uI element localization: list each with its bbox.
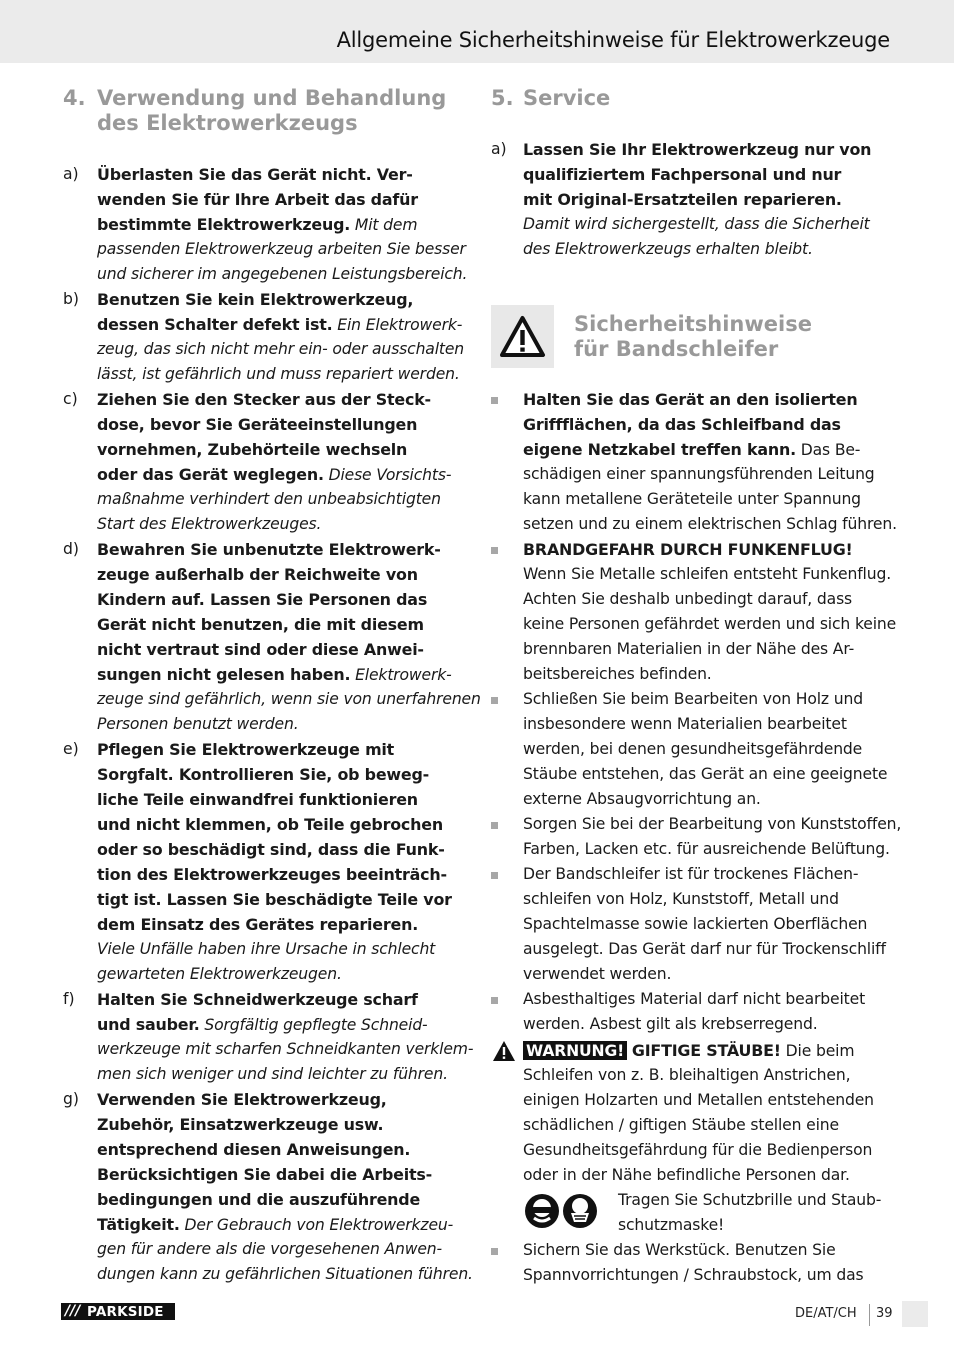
text-segment: externe Absaugvorrichtung an. [523,790,761,808]
text-segment: Pflegen Sie Elektrowerkzeuge mit [97,740,395,759]
text-segment: gen für andere als die vorgesehenen Anwen- [97,1240,443,1258]
text-segment: passenden Elektrowerkzeug arbeiten Sie besser [97,240,466,258]
list-item-label: a) [491,140,507,158]
text-segment: Viele Unfälle haben ihre Ursache in schlecht [97,940,436,958]
logo-text: PARKSIDE [87,1304,164,1320]
text-segment: Gerät nicht benutzen, die mit diesem [97,615,424,634]
text-line [523,912,867,937]
text-segment: maßnahme verhindert den unbeabsichtigten [97,490,441,508]
text-line [523,637,854,662]
text-line [97,487,441,512]
text-line [523,237,813,262]
text-line [97,1262,473,1287]
text-line [97,612,424,638]
text-segment: bedingungen und die auszuführende [97,1190,421,1209]
text-line [97,512,321,537]
text-segment: vornehmen, Zubehörteile wechseln [97,440,408,459]
text-line [97,187,418,213]
text-segment: keine Personen gefährdet werden und sich keine [523,615,897,633]
text-segment: beitsbereiches befinden. [523,665,712,683]
text-segment: Schließen Sie beim Bearbeiten von Holz und [523,690,863,708]
text-segment: Achten Sie deshalb unbedingt darauf, dass [523,590,853,608]
footer-divider [869,1304,870,1326]
text-segment: Halten Sie das Gerät an den isolierten [523,390,858,409]
text-segment: kann metallene Geräteteile unter Spannung [523,490,861,508]
warning-text-line [523,1163,850,1188]
text-segment: Bewahren Sie unbenutzte Elektrowerk- [97,540,441,559]
text-line [97,1112,383,1138]
text-segment: tion des Elektrowerkzeuges beeinträch- [97,865,447,884]
warning-text-line [523,1063,850,1088]
text-segment: dem Einsatz des Gerätes reparieren. [97,915,419,934]
footer-box [902,1301,928,1327]
text-segment: zeuge sind gefährlich, wenn sie von unerfahrenen [97,690,481,708]
text-segment: Gesundheitsgefährdung für die Bedienperson [523,1141,873,1159]
text-segment: Das Be- [795,441,861,459]
text-line [523,987,865,1012]
text-line [97,562,418,588]
text-line [523,212,870,237]
text-line [523,762,887,787]
safety-goggles-icon [524,1193,560,1229]
text-line [97,737,394,763]
text-line [523,1012,818,1037]
text-segment: und sicherer im angegebenen Leistungsbereich. [97,265,468,283]
text-line [523,687,863,712]
text-segment: BRANDGEFAHR DURCH FUNKENFLUG! [523,540,853,559]
text-line [523,887,839,912]
text-line [523,412,841,438]
text-segment: Damit wird sichergestellt, dass die Sicherheit [523,215,870,233]
text-segment: Verwenden Sie Elektrowerkzeug, [97,1090,387,1109]
section-5-heading [491,86,791,112]
text-line [523,387,857,413]
warning-text-line [523,1113,839,1138]
last-bullet-line-1: Sichern Sie das Werkstück. Benutzen Sie [523,1241,836,1259]
text-segment: insbesondere wenn Materialien bearbeitet [523,715,847,733]
text-segment: tigt ist. Lassen Sie beschädigte Teile vor [97,890,452,909]
text-line [97,362,460,387]
text-segment: zeug, das sich nicht mehr ein- oder ausschalten [97,340,465,358]
list-item-label: a) [63,165,79,183]
text-segment: des Elektrowerkzeugs erhalten bleibt. [523,240,813,258]
bullet-marker [491,547,498,554]
text-line [523,137,871,163]
text-segment: Halten Sie Schneidwerkzeuge scharf [97,990,418,1009]
text-segment: Diese Vorsichts- [323,466,452,484]
text-segment: brennbaren Materialien in der Nähe des Ar- [523,640,855,658]
warning-label-badge: WARNUNG! [523,1041,627,1060]
text-line [97,1212,453,1238]
page-number: 39 [876,1306,893,1321]
text-line [97,162,413,188]
text-line [523,937,886,962]
page-header [0,0,954,63]
text-line [97,287,413,313]
bullet-marker [491,1248,498,1255]
text-line [97,812,443,838]
text-segment: oder so beschädigt sind, dass die Funk- [97,840,445,859]
text-segment: werkzeuge mit scharfen Schneidkanten verklem- [97,1040,474,1058]
text-segment: einigen Holzarten und Metallen entstehenden [523,1091,874,1109]
text-line [97,587,427,613]
text-segment: dose, bevor Sie Geräteeinstellungen [97,415,418,434]
bandschleifer-title-line-1: Sicherheitshinweise [574,312,812,336]
logo-stripes: /// [65,1303,81,1319]
text-segment: entsprechend diesen Anweisungen. [97,1140,411,1159]
text-segment: Start des Elektrowerkzeuges. [97,515,322,533]
text-segment: oder in der Nähe befindliche Personen dar. [523,1166,850,1184]
section-4-heading [63,86,483,138]
text-line [97,687,481,712]
text-segment: Asbesthaltiges Material darf nicht bearbeitet [523,990,866,1008]
text-line [523,162,841,188]
last-bullet-line-2: Spannvorrichtungen / Schraubstock, um das [523,1266,864,1284]
text-line [523,612,896,637]
text-segment: Benutzen Sie kein Elektrowerkzeug, [97,290,414,309]
text-line [523,587,852,612]
ppe-text-line-2: schutzmaske! [618,1216,725,1234]
text-line [97,387,431,413]
text-line [97,1012,428,1038]
text-line [97,312,462,338]
bullet-marker [491,697,498,704]
text-segment: Lassen Sie Ihr Elektrowerkzeug nur von [523,140,872,159]
text-segment: Wenn Sie Metalle schleifen entsteht Funkenflug. [523,565,892,583]
text-segment: Die beim [780,1042,855,1060]
text-segment: Ziehen Sie den Stecker aus der Steck- [97,390,431,409]
text-line [97,712,299,737]
warning-box [491,305,554,368]
text-line [523,187,842,213]
text-line [523,487,861,512]
text-segment: Zubehör, Einsatzwerkzeuge usw. [97,1115,384,1134]
text-segment: schleifen von Holz, Kunststoff, Metall und [523,890,839,908]
text-line [97,537,441,563]
text-segment: Ein Elektrowerk- [332,316,463,334]
text-segment: und nicht klemmen, ob Teile gebrochen [97,815,443,834]
text-segment: Farben, Lacken etc. für ausreichende Belüftung. [523,840,890,858]
text-segment: werden. Asbest gilt als krebserregend. [523,1015,818,1033]
text-segment: gewarteten Elektrowerkzeugen. [97,965,342,983]
text-line [523,862,858,887]
text-line [523,837,890,862]
text-segment: Sorgfältig gepflegte Schneid- [199,1016,428,1034]
text-segment: Schleifen von z. B. bleihaltigen Anstrichen, [523,1066,851,1084]
text-segment: Griffflächen, da das Schleifband das [523,415,841,434]
section-4-title-line-1: Verwendung und Behandlung [97,86,447,110]
text-segment: GIFTIGE STÄUBE! [631,1041,781,1060]
text-segment: Personen benutzt werden. [97,715,299,733]
page-title: Allgemeine Sicherheitshinweise für Elektrowerkzeuge [336,28,890,52]
dust-mask-icon [562,1193,598,1229]
text-line [523,437,860,463]
text-segment: lässt, ist gefährlich und muss repariert werden. [97,365,460,383]
text-segment: Mit dem [350,216,418,234]
text-line [97,1087,387,1113]
text-segment: qualifiziertem Fachpersonal und nur [523,165,842,184]
text-segment: Spachtelmasse sowie lackierten Oberflächen [523,915,868,933]
text-line [97,1137,410,1163]
bullet-marker [491,997,498,1004]
text-line [523,737,862,762]
text-line [97,337,464,362]
text-line [97,912,418,938]
text-segment: men sich weniger und sind leichter zu führen. [97,1065,448,1083]
text-line [97,412,417,438]
bandschleifer-heading [574,312,874,364]
text-line [97,1187,420,1213]
bandschleifer-title-line-2: für Bandschleifer [574,337,779,361]
warning-text-line [523,1138,872,1163]
list-item-label: b) [63,290,79,308]
text-line [97,1237,442,1262]
text-segment: Der Gebrauch von Elektrowerkzeu- [179,1216,454,1234]
bullet-marker [491,397,498,404]
text-segment: liche Teile einwandfrei funktionieren [97,790,418,809]
text-segment: und sauber. [97,1015,200,1034]
bullet-marker [491,872,498,879]
text-segment: verwendet werden. [523,965,672,983]
text-segment: Sorgen Sie bei der Bearbeitung von Kunststoffen, [523,815,902,833]
text-segment: nicht vertraut sind oder diese Anwei- [97,640,424,659]
warning-text-line [523,1038,854,1064]
text-line [523,712,847,737]
text-line [97,462,451,488]
text-line [97,637,424,663]
bullet-marker [491,822,498,829]
text-line [97,1037,473,1062]
text-line [523,537,853,563]
footer-language: DE/AT/CH [795,1306,857,1321]
text-line [97,962,342,987]
section-4-number: 4. [63,86,86,110]
text-segment: Berücksichtigen Sie dabei die Arbeits- [97,1165,433,1184]
text-segment: Der Bandschleifer ist für trockenes Flächen- [523,865,859,883]
warning-text-line [523,1088,874,1113]
text-segment: schädlichen / giftigen Stäube stellen eine [523,1116,839,1134]
list-item-label: f) [63,990,75,1008]
text-line [97,662,452,688]
text-line [97,987,418,1013]
text-segment: Sorgfalt. Kontrollieren Sie, ob beweg- [97,765,430,784]
list-item-label: d) [63,540,79,558]
text-line [97,762,429,788]
text-line [97,262,467,287]
text-line [523,462,875,487]
text-segment: Tätigkeit. [97,1215,180,1234]
text-line [523,662,712,687]
text-segment: wenden Sie für Ihre Arbeit das dafür [97,190,418,209]
list-item-label: c) [63,390,78,408]
list-item-label: e) [63,740,79,758]
text-segment: ausgelegt. Das Gerät darf nur für Trockenschliff [523,940,886,958]
text-line [97,937,435,962]
text-segment: dungen kann zu gefährlichen Situationen führen. [97,1265,473,1283]
text-line [523,512,897,537]
warning-small-triangle-icon [492,1040,516,1062]
text-line [97,862,447,888]
text-line [97,787,418,813]
text-line [97,437,407,463]
text-segment: bestimmte Elektrowerkzeug. [97,215,351,234]
text-segment: setzen und zu einem elektrischen Schlag führen. [523,515,897,533]
text-segment: Stäube entstehen, das Gerät an eine geeignete [523,765,888,783]
text-line [523,787,761,812]
section-5-title: Service [523,86,611,110]
text-segment: dessen Schalter defekt ist. [97,315,333,334]
warning-triangle-icon [491,305,554,368]
text-line [97,1062,448,1087]
text-line [523,562,891,587]
text-line [97,212,417,238]
text-segment: mit Original-Ersatzteilen reparieren. [523,190,842,209]
list-item-label: g) [63,1090,79,1108]
text-line [97,237,466,262]
text-segment: schädigen einer spannungsführenden Leitung [523,465,875,483]
text-line [523,962,671,987]
section-5-number: 5. [491,86,514,110]
text-line [523,812,901,837]
text-segment: oder das Gerät weglegen. [97,465,324,484]
text-segment: Kindern auf. Lassen Sie Personen das [97,590,428,609]
parkside-logo [61,1303,175,1320]
text-segment: eigene Netzkabel treffen kann. [523,440,796,459]
text-segment: zeuge außerhalb der Reichweite von [97,565,418,584]
text-line [97,887,452,913]
text-segment: Elektrowerk- [350,666,452,684]
text-segment: sungen nicht gelesen haben. [97,665,351,684]
ppe-text-line-1: Tragen Sie Schutzbrille und Staub- [618,1191,882,1209]
section-4-title-line-2: des Elektrowerkzeugs [97,111,358,135]
text-segment: Überlasten Sie das Gerät nicht. Ver- [97,165,413,184]
text-line [97,1162,432,1188]
text-segment: werden, bei denen gesundheitsgefährdende [523,740,863,758]
text-line [97,837,445,863]
